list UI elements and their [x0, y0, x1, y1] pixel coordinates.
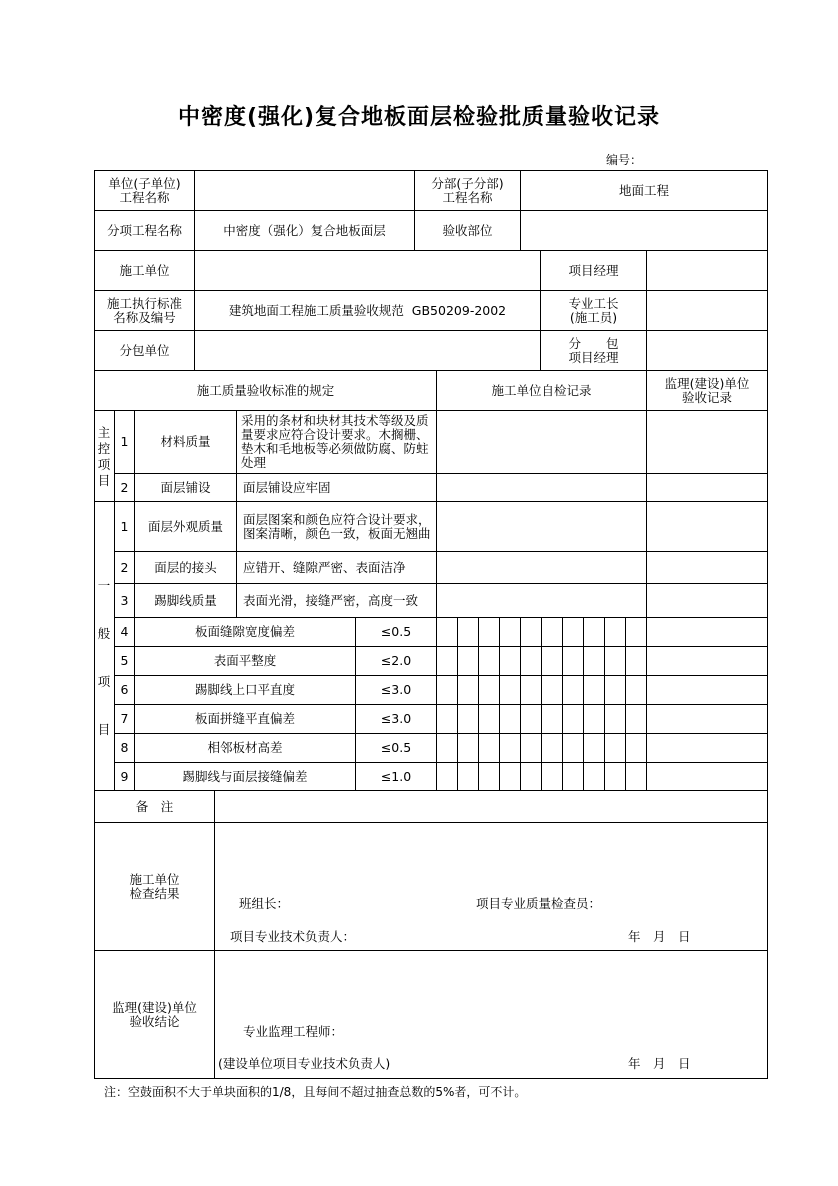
item-name: 面层的接头	[154, 559, 217, 575]
unit-name-value[interactable]	[195, 171, 414, 210]
tolerance-name: 表面平整度	[213, 653, 277, 668]
item-no: 9	[120, 768, 129, 784]
tolerance-name: 板面拼缝平直偏差	[194, 711, 295, 726]
supervision-column-header: 监理(建设)单位 验收记录	[664, 375, 750, 405]
item-requirement: 应错开、缝隙严密、表面洁净	[243, 559, 406, 575]
item-name: 面层铺设	[160, 479, 211, 495]
team-leader-label: 班组长：	[239, 896, 290, 911]
self-check-column-header: 施工单位自检记录	[491, 382, 592, 398]
tolerance-limit: ≤0.5	[380, 624, 412, 639]
tolerance-limit: ≤3.0	[380, 682, 412, 697]
footnote: 注：空鼓面积不大于单块面积的1/8，且每间不超过抽查总数的5%者，可不计。	[104, 1085, 527, 1099]
tech-lead-label: 项目专业技术负责人：	[230, 929, 356, 944]
item-no: 6	[120, 682, 129, 697]
inspection-date: 年 月 日	[628, 929, 691, 944]
item-requirement: 表面光滑，接缝严密，高度一致	[243, 592, 419, 608]
accept-part-value[interactable]	[521, 211, 767, 250]
item-no: 1	[120, 434, 129, 449]
tolerance-limit: ≤0.5	[380, 740, 412, 755]
inspection-label: 施工单位 检查结果	[129, 871, 180, 901]
unit-name-label: 单位(子单位) 工程名称	[108, 175, 181, 205]
item-no: 2	[120, 559, 129, 575]
foreman-label: 专业工长 (施工员)	[568, 295, 619, 325]
project-manager-label: 项目经理	[568, 262, 619, 278]
serial-number-label: 编号：	[606, 153, 643, 167]
item-no: 2	[120, 479, 129, 495]
standard-column-header: 施工质量验收标准的规定	[196, 382, 335, 398]
item-name: 材料质量	[160, 434, 211, 449]
tolerance-limit: ≤1.0	[380, 768, 412, 784]
subcontract-value[interactable]	[195, 331, 540, 370]
page-title: 中密度(强化)复合地板面层检验批质量验收记录	[177, 105, 661, 130]
item-no: 7	[120, 711, 129, 726]
subitem-label: 分项工程名称	[106, 222, 182, 238]
sub-manager-value[interactable]	[647, 331, 767, 370]
division-label: 分部(子分部) 工程名称	[431, 175, 504, 205]
subcontract-label: 分包单位	[119, 342, 170, 358]
remarks-label: 备 注	[135, 798, 174, 814]
tolerance-limit: ≤3.0	[380, 711, 412, 726]
item-no: 3	[120, 592, 129, 608]
subitem-value: 中密度（强化）复合地板面层	[223, 222, 386, 238]
sub-manager-label: 分 包 项目经理	[568, 335, 619, 365]
quality-inspector-label: 项目专业质量检查员：	[476, 896, 602, 911]
tolerance-name: 踢脚线上口平直度	[194, 682, 295, 697]
item-requirement: 采用的条材和块材其技术等级及质量要求应符合设计要求。木搁栅、垫木和毛地板等必须做防腐、防蛀处理	[241, 413, 429, 470]
supervision-label: 监理(建设)单位 验收结论	[112, 999, 197, 1029]
main-items-label: 主 控 项 目	[97, 425, 111, 488]
accept-part-label: 验收部位	[442, 222, 493, 238]
construction-unit-value[interactable]	[195, 251, 540, 290]
standard-label: 施工执行标准 名称及编号	[106, 295, 182, 325]
remarks-field[interactable]	[215, 791, 767, 822]
standard-value: 建筑地面工程施工质量验收规范 GB50209-2002	[228, 302, 507, 318]
foreman-value[interactable]	[647, 291, 767, 330]
item-no: 1	[120, 518, 129, 534]
owner-rep-label: (建设单位项目专业技术负责人)	[218, 1056, 391, 1071]
item-no: 4	[120, 624, 129, 639]
supervision-date: 年 月 日	[628, 1056, 691, 1071]
division-value: 地面工程	[618, 182, 669, 198]
tolerance-name: 相邻板材高差	[207, 740, 283, 755]
construction-unit-label: 施工单位	[119, 262, 170, 278]
tolerance-limit: ≤2.0	[380, 653, 412, 668]
tolerance-name: 板面缝隙宽度偏差	[194, 624, 295, 639]
item-requirement: 面层图案和颜色应符合设计要求，图案清晰，颜色一致，板面无翘曲	[243, 511, 431, 541]
item-name: 踢脚线质量	[154, 592, 217, 608]
item-requirement: 面层铺设应牢固	[243, 479, 331, 495]
item-name: 面层外观质量	[147, 518, 223, 534]
general-items-label: 一 般 项 目	[97, 578, 111, 737]
item-no: 5	[120, 653, 129, 668]
project-manager-value[interactable]	[647, 251, 767, 290]
tolerance-name: 踢脚线与面层接缝偏差	[182, 768, 308, 784]
item-no: 8	[120, 740, 129, 755]
supervision-engineer-label: 专业监理工程师：	[243, 1024, 344, 1039]
